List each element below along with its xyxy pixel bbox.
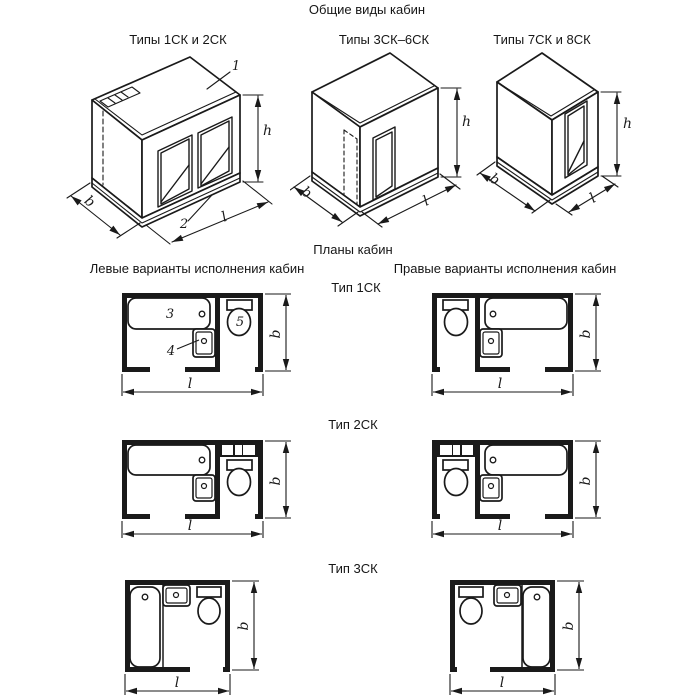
plan-type-label-1sk: Тип 1СК — [331, 280, 381, 295]
washbasin — [193, 475, 215, 501]
washbasin — [480, 475, 502, 501]
bathtub — [523, 587, 550, 667]
dimension-length — [432, 374, 573, 396]
vent-channel — [453, 445, 460, 455]
svg-text:l: l — [187, 376, 193, 392]
plan-2sk-left — [112, 435, 302, 547]
plan-1sk-right — [422, 288, 612, 400]
svg-text:b: b — [236, 621, 252, 631]
type-label-3sk-6sk: Типы 3СК–6СК — [338, 32, 430, 47]
page-title: Общие виды кабин — [308, 2, 426, 17]
right-variants-label: Правые варианты исполнения кабин — [393, 261, 617, 276]
dimension-length — [432, 518, 573, 538]
svg-text:5: 5 — [235, 315, 245, 330]
washbasin — [163, 585, 190, 606]
callout-1: 1 — [231, 59, 241, 74]
dim-label-b: b — [81, 192, 98, 211]
svg-text:b: b — [561, 621, 577, 631]
svg-text:l: l — [499, 675, 505, 691]
callout-bathtub — [166, 307, 174, 322]
dimension-depth — [575, 441, 601, 518]
drain-hole — [202, 484, 207, 489]
bowl — [445, 469, 468, 496]
bathtub — [128, 445, 210, 475]
svg-text:b: b — [268, 329, 284, 339]
drain-hole — [142, 594, 148, 600]
vent-channel — [222, 445, 233, 455]
bathtub — [130, 587, 160, 667]
drain-hole — [490, 311, 496, 317]
toilet — [443, 300, 468, 336]
dimension-length — [122, 374, 263, 396]
drain-hole — [174, 593, 179, 598]
dimension-length — [125, 674, 230, 695]
vent-channel — [243, 445, 255, 455]
drain-hole — [202, 339, 207, 344]
dimension-height — [601, 92, 621, 176]
plan-3sk-right — [422, 572, 612, 700]
door — [373, 127, 395, 200]
bowl — [445, 309, 468, 336]
vent-block — [432, 440, 480, 457]
drain-hole — [489, 484, 494, 489]
bathtub — [485, 298, 567, 329]
drain-hole — [199, 311, 205, 317]
dimension-length — [122, 518, 263, 538]
svg-text:3: 3 — [165, 307, 175, 322]
svg-text:b: b — [578, 476, 594, 486]
dim-label-l: l — [420, 193, 432, 210]
dim-label-h: h — [263, 123, 273, 139]
toilet — [459, 587, 483, 624]
dimension-depth — [557, 581, 584, 670]
cistern — [197, 587, 221, 597]
door — [565, 101, 587, 178]
bowl — [460, 598, 482, 624]
callout-toilet — [236, 315, 244, 330]
dim-label-h: h — [462, 114, 472, 130]
drain-hole — [490, 457, 496, 463]
dimension-length — [450, 674, 555, 695]
plan-type-label-3sk: Тип 3СК — [328, 561, 378, 576]
vent-channel — [440, 445, 452, 455]
dim-label-l: l — [586, 190, 599, 207]
dimension-height — [441, 88, 461, 177]
washbasin — [480, 329, 502, 357]
vent-block — [215, 440, 263, 457]
svg-text:l: l — [174, 675, 180, 691]
svg-text:b: b — [578, 329, 594, 339]
vent-channel — [235, 445, 242, 455]
plan-2sk-right — [422, 435, 612, 547]
dim-label-l: l — [219, 209, 230, 226]
cistern — [459, 587, 483, 597]
washbasin — [494, 585, 521, 606]
svg-text:b: b — [268, 476, 284, 486]
type-label-7sk-8sk: Типы 7СК и 8СК — [493, 32, 591, 47]
general-view-1sk-2sk — [60, 55, 290, 255]
toilet — [227, 460, 252, 496]
bowl — [198, 598, 220, 624]
plan-1sk-left — [112, 288, 302, 400]
plans-title: Планы кабин — [313, 242, 393, 257]
dim-label-b: b — [298, 183, 315, 202]
type-label-1sk-2sk: Типы 1СК и 2СК — [129, 32, 227, 47]
left-variants-label: Левые варианты исполнения кабин — [89, 261, 305, 276]
drain-hole — [489, 339, 494, 344]
plan-type-label-2sk: Тип 2СК — [328, 417, 378, 432]
dimension-depth — [265, 294, 291, 371]
washbasin — [193, 329, 215, 357]
svg-text:l: l — [187, 518, 193, 534]
drain-hole — [505, 593, 510, 598]
svg-text:l: l — [497, 376, 503, 392]
dimension-height — [243, 95, 263, 182]
drain-hole — [199, 457, 205, 463]
svg-text:l: l — [497, 518, 503, 534]
plan-3sk-left — [112, 572, 302, 700]
drain-hole — [534, 594, 540, 600]
dim-label-h: h — [623, 116, 633, 132]
dimension-depth — [232, 581, 259, 670]
svg-text:4: 4 — [166, 344, 176, 359]
bathtub — [485, 445, 567, 475]
vent-channel — [462, 445, 473, 455]
dimension-depth — [265, 441, 291, 518]
general-view-7sk-8sk — [475, 50, 650, 235]
toilet — [443, 460, 468, 496]
dim-label-b: b — [486, 170, 503, 189]
bowl — [228, 469, 251, 496]
general-view-3sk-6sk — [290, 50, 480, 240]
toilet — [197, 587, 221, 624]
dimension-depth — [575, 294, 601, 371]
callout-2: 2 — [179, 217, 189, 232]
